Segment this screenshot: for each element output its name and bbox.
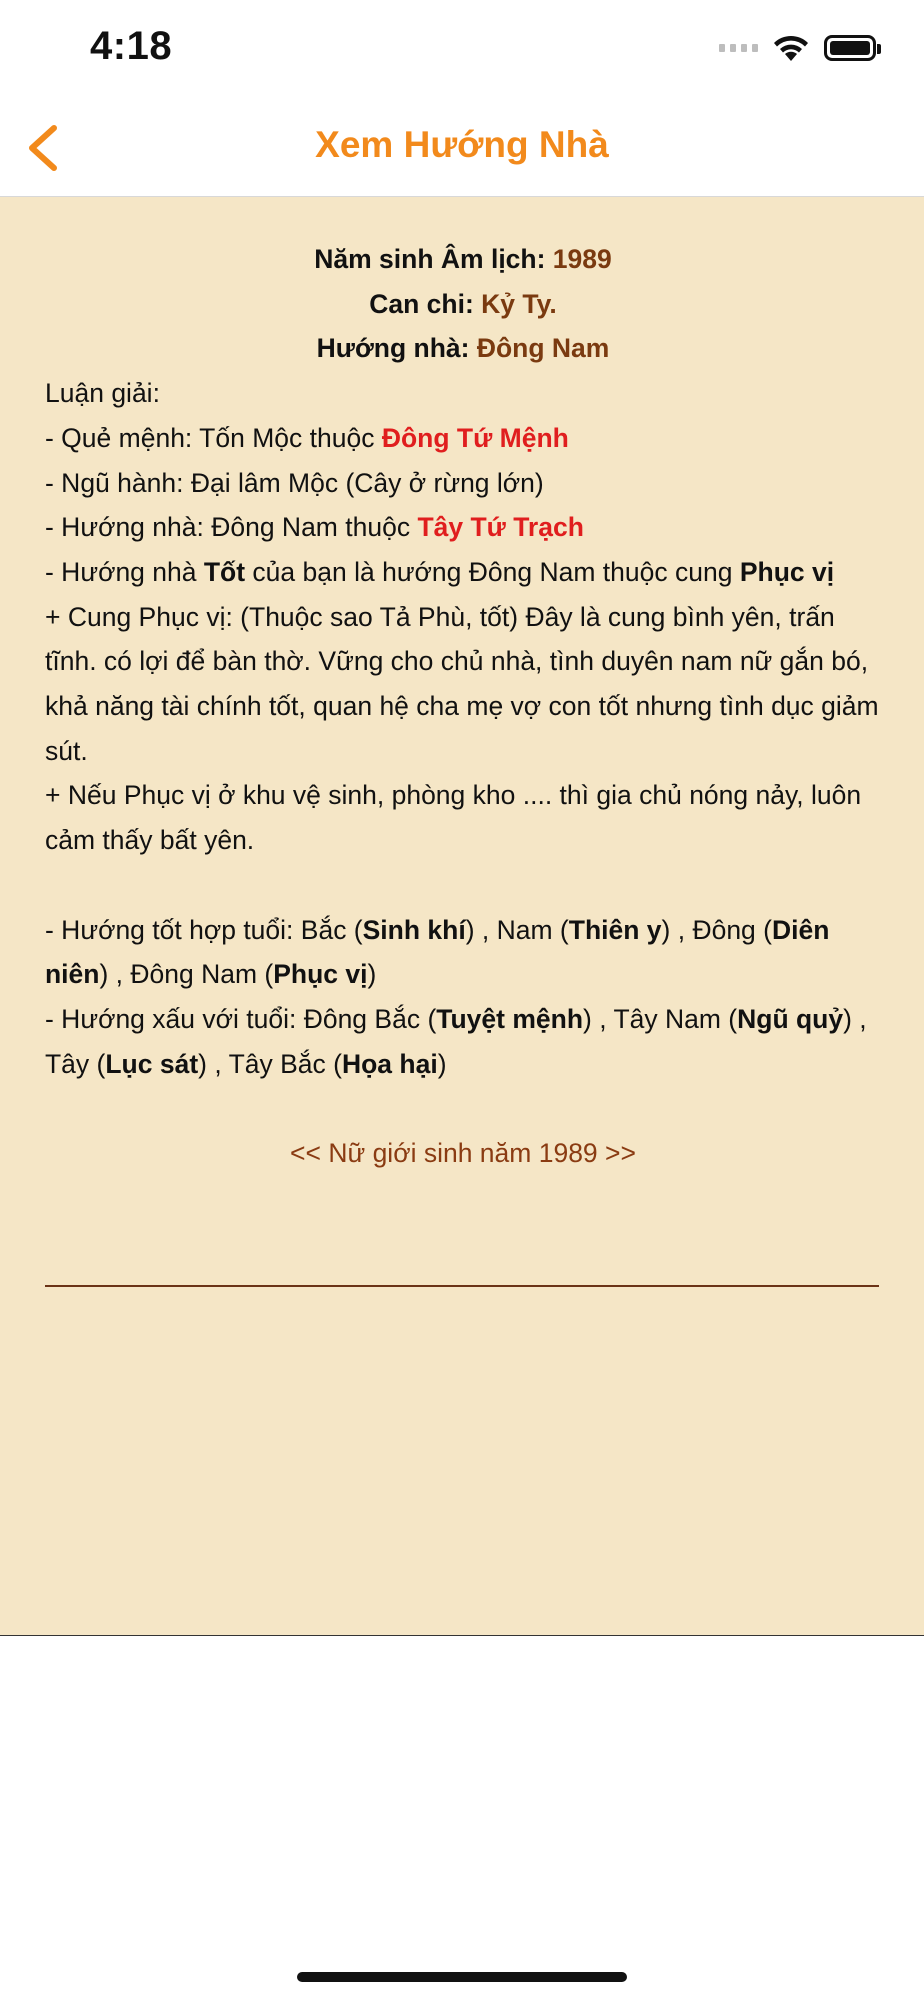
bad-dir-hoa-hai: Họa hại: [341, 1048, 438, 1079]
home-indicator[interactable]: [297, 1972, 627, 1982]
tot-bold-2: Phục vị: [739, 556, 835, 587]
good-dir-text: ): [367, 959, 377, 990]
good-dir-thien-y: Thiên y: [568, 914, 662, 945]
lunar-year-value: 1989: [552, 244, 612, 274]
good-dir-text: - Hướng tốt hợp tuổi: Bắc (: [45, 914, 363, 945]
house-direction-value: Đông Nam: [476, 333, 610, 364]
neu-description: + Nếu Phục vị ở khu vệ sinh, phòng kho .... thì gia chủ nóng nảy, luôn cảm thấy bất yên.: [45, 780, 862, 856]
lunar-year-label: Năm sinh Âm lịch:: [314, 244, 553, 274]
bad-dir-text: ) , Tây (: [45, 1003, 867, 1079]
good-dir-text: ) , Đông (: [661, 914, 772, 945]
cung-description: + Cung Phục vị: (Thuộc sao Tả Phù, tốt) Đây là cung bình yên, trấn tĩnh. có lợi để bàn thờ. Vững cho chủ nhà, tình duyên nam nữ gắn bó, khả năng tài chính tốt, quan hệ cha mẹ vợ con tốt nhưng tình dục giảm sút.: [45, 601, 879, 766]
status-icons: [719, 34, 876, 62]
content-panel: [0, 197, 924, 1636]
spacer: [45, 863, 881, 908]
good-house-direction-line: [45, 550, 881, 595]
tot-text-1: - Hướng nhà: [45, 556, 204, 587]
good-dir-text: ) , Nam (: [465, 914, 569, 945]
tot-bold-1: Tốt: [203, 556, 246, 587]
result-text: [45, 237, 881, 1176]
good-dir-sinh-khi: Sinh khí: [362, 914, 466, 945]
good-dir-phuc-vi: Phục vị: [273, 959, 368, 990]
can-chi-label: Can chi:: [369, 288, 482, 319]
huong-nha-line: [45, 505, 881, 550]
house-direction-line: [45, 326, 881, 371]
bad-dir-tuyet-menh: Tuyệt mệnh: [436, 1003, 584, 1034]
battery-icon: [824, 35, 876, 61]
good-directions-line: [45, 908, 881, 997]
status-time: 4:18: [90, 24, 173, 68]
navigation-bar: [0, 100, 924, 197]
status-bar: [0, 0, 924, 100]
analysis-heading: Luận giải:: [45, 378, 160, 409]
bad-dir-text: ): [437, 1048, 447, 1079]
que-menh-line: [45, 416, 881, 461]
can-chi-line: [45, 282, 881, 327]
bad-dir-ngu-quy: Ngũ quỷ: [737, 1003, 844, 1034]
ngu-hanh-line: - Ngũ hành: Đại lâm Mộc (Cây ở rừng lớn): [45, 467, 544, 498]
bad-dir-luc-sat: Lục sát: [105, 1048, 199, 1079]
house-direction-label: Hướng nhà:: [316, 333, 477, 364]
bad-dir-text: ) , Tây Bắc (: [198, 1048, 342, 1079]
female-result-link[interactable]: << Nữ giới sinh năm 1989 >>: [290, 1138, 636, 1169]
divider: [45, 1285, 879, 1287]
bad-directions-line: [45, 997, 881, 1086]
huong-nha-prefix: - Hướng nhà: Đông Nam thuộc: [45, 512, 418, 543]
good-dir-text: ) , Đông Nam (: [99, 959, 274, 990]
huong-nha-value: Tây Tứ Trạch: [417, 512, 584, 543]
wifi-icon: [772, 34, 810, 62]
bad-dir-text: ) , Tây Nam (: [583, 1003, 738, 1034]
good-dir-dien-nien: Diên niên: [45, 914, 830, 990]
cellular-signal-icon: [719, 44, 758, 52]
que-menh-prefix: - Quẻ mệnh: Tốn Mộc thuộc: [45, 422, 382, 453]
can-chi-value: Kỷ Ty.: [481, 288, 557, 319]
tot-text-2: của bạn là hướng Đông Nam thuộc cung: [245, 556, 740, 587]
page-title: Xem Hướng Nhà: [315, 124, 609, 165]
bad-dir-text: - Hướng xấu với tuổi: Đông Bắc (: [45, 1003, 437, 1034]
lunar-year-line: [45, 237, 881, 282]
que-menh-value: Đông Tứ Mệnh: [381, 422, 569, 453]
